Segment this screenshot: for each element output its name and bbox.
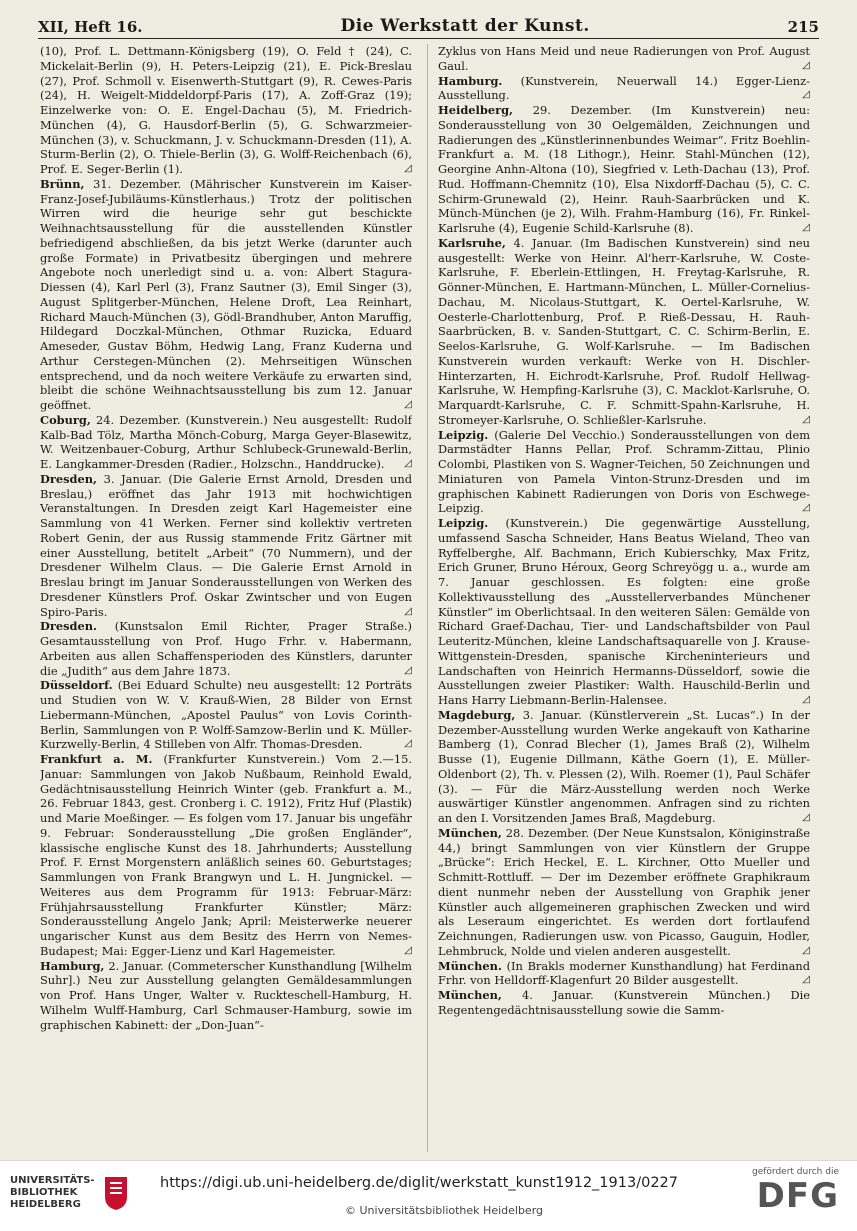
entry-end-mark: ◿ xyxy=(404,944,412,956)
logo-line-3: HEIDELBERG xyxy=(10,1199,81,1210)
dfg-logo-text: DFG xyxy=(756,1176,839,1216)
entry-text: 2. Januar. (Commeterscher Kunsthandlung [Wilhelm Suhr].) Neu zur Ausstellung gelangten Gemäldesammlungen von Prof. Hans Unger, Walter v. Ruckteschell-Hamburg, H. Wilhelm Wulff-Hamburg, Carl Schmauser-Hamburg, sowie im graphischen Kabinett: der „Don-Juan“- xyxy=(40,958,412,1032)
entry-end-mark: ◿ xyxy=(404,605,412,617)
listing-entry xyxy=(438,103,810,236)
listing-entry xyxy=(438,236,810,428)
entry-end-mark: ◿ xyxy=(802,89,810,101)
listing-entry xyxy=(40,752,412,959)
permalink-url[interactable]: https://digi.ub.uni-heidelberg.de/diglit/werkstatt_kunst1912_1913/0227 xyxy=(160,1175,678,1191)
entry-text: (Galerie Del Vecchio.) Sonderausstellungen von dem Darmstädter Hanns Pellar, Prof. Schramm-Zittau, Plinio Colombi, Plastiken von S. Wagner-Teichen, 50 Zeichnungen und Miniaturen von Pamela Vinton-Strunz-Dresden und im graphischen Kabinett Radierungen von Doris von Eschwege-Leipzig. xyxy=(438,427,810,516)
funder-caption: gefördert durch die xyxy=(752,1167,839,1177)
entry-text: 31. Dezember. (Mährischer Kunstverein im Kaiser-Franz-Josef-Jubiläums-Künstlerhaus.) Trotz der politischen Wirren wird die heurige sehr gut beschickte Weihnachtsausstellung für die ausstellenden Künstler befriedigend abschließen, da bis jetzt Werke (darunter auch große Formate) in Privatbesitz übergingen und mehrere Angebote noch unerledigt sind u. a. von: Albert Stagura-Diessen (4), Karl Perl (3), Franz Sautner (3), Emil Singer (3), August Splitgerber-München, Helene Droft, Lea Reinhart, Richard Mauch-München (3), Gödl-Brandhuber, Anton Maruffig, Hildegard Doczkal-München, Othmar Ruzicka, Eduard Ameseder, Gustav Böhm, Hedwig Lang, Franz Kuderna und Arthur Cerstegen-München (2). Mehrseitigen Wünschen entsprechend, und da noch weitere Verkäufe zu erwarten sind, bleibt die schöne Weihnachtsausstellung bis zum 12. Januar geöffnet. xyxy=(40,176,412,412)
entry-city: Frankfurt a. M. xyxy=(40,752,153,766)
entry-end-mark: ◿ xyxy=(802,502,810,514)
listing-entry xyxy=(40,619,412,678)
left-column xyxy=(40,44,412,1152)
entry-end-mark: ◿ xyxy=(802,812,810,823)
entry-text: (Kunstverein, Neuerwall 14.) Egger-Lienz-Ausstellung. xyxy=(438,73,810,103)
entry-text: (In Brakls moderner Kunsthandlung) hat Ferdinand Frhr. von Helldorff-Klagenfurt 20 Bilder ausgestellt. xyxy=(438,958,810,988)
header-rule xyxy=(38,38,819,39)
entry-city: München, xyxy=(438,988,502,1002)
column-divider xyxy=(427,44,428,1152)
entry-end-mark: ◿ xyxy=(404,664,412,676)
listing-entry xyxy=(438,428,810,517)
listing-entry xyxy=(40,177,412,413)
entry-city: Karlsruhe, xyxy=(438,235,506,250)
entry-city: Leipzig. xyxy=(438,516,489,530)
entry-text: (Frankfurter Kunstverein.) Vom 2.—15. Januar: Sammlungen von Jakob Nußbaum, Reinhold Ewald, Gedächtnisausstellung Heinrich Winter (geb. Frankfurt a. M., 26. Februar 1843, gest. Cronberg i. C. 1912), Fritz Huf (Plastik) und Marie Moeßinger. — Es folgen vom 17. Januar bis ungefähr 9. Februar: Sonderausstellung „Die großen Engländer“, klassische englische Kunst des 18. Jahrhunderts; Ausstellung Prof. F. Ernst Morgenstern anläßlich seines 60. Geburtstages; Sammlungen von Frank Brangwyn und L. H. Jungnickel. — Weiteres aus dem Programm für 1913: Februar-März: Frühjahrsausstellung Frankfurter Künstler; März: Sonderausstellung Angelo Jank; April: Meisterwerke neuerer ungarischer Kunst aus dem Besitz des Herrn von Nemes-Budapest; Mai: Egger-Lienz und Karl Hagemeister. xyxy=(40,752,412,958)
listing-entry xyxy=(40,44,412,177)
entry-text: 29. Dezember. (Im Kunstverein) neu: Sonderausstellung von 30 Oelgemälden, Zeichnungen und Radierungen des „Künstlerinnenbundes Weimar“. Fritz Boehlin-Frankfurt a. M. (18 Lithogr.), Heinr. Stahl-München (12), Georgine Anhn-Altona (10), Siegfried v. Leth-Dachau (13), Prof. Rud. Hoffmann-Chemnitz (10), Elsa Nixdorff-Dachau (5), C. C. Schirm-Grunewald (2), Heinr. Rauh-Saarbrücken und K. Münch-München (je 2), Wilh. Frahm-Hamburg (16), Fr. Rinkel-Karlsruhe (4), Eugenie Schild-Karlsruhe (8). xyxy=(438,103,810,235)
entry-text: (Kunstverein.) Die gegenwärtige Ausstellung, umfassend Sascha Schneider, Hans Beatus Wieland, Theo van Ryffelberghe, Alf. Bachmann, Erich Kubierschky, Max Fritz, Erich Gruner, Bruno Héroux, Georg Schreyögg u. a., wurde am 7. Januar geschlossen. Es folgten: eine große Kollektivausstellung des „Ausstellerverbandes Münchener Künstler“ im Oberlichtsaal. In den weiteren Sälen: Gemälde von Richard Graef-Dachau, Tier- und Landschaftsbilder von Paul Leuteritz-München, kleine Landschaftsaquarelle von J. Krause-Wittgenstein-Dresden, spanische Kircheninterieurs und Landschaften von Heinrich Hermanns-Düsseldorf, sowie die Ausstellungen zweier Plastiker: Walth. Hauschild-Berlin und Hans Harry Liebmann-Berlin-Halensee. xyxy=(438,516,810,707)
entry-end-mark: ◿ xyxy=(802,222,810,233)
entry-city: München, xyxy=(438,825,502,840)
viewer-footer xyxy=(0,1160,857,1231)
entry-text: (Kunstsalon Emil Richter, Prager Straße.) Gesamtausstellung von Prof. Hugo Frhr. v. Habermann, Arbeiten aus allen Schaffensperioden des Künstlers, darunter die „Judith“ aus dem Jahre 1873. xyxy=(40,619,412,678)
entry-text: 3. Januar. (Künstlerverein „St. Lucas“.) In der Dezember-Ausstellung wurden Werke angekauft von Katharine Bamberg (1), Conrad Blecher (1), James Braß (2), Wilhelm Busse (1), Eugenie Dillmann, Käthe Goern (1), E. Müller-Oldenbort (2), Th. v. Plessen (2), Wilh. Roemer (1), Paul Schäfer (3). — Für die März-Ausstellung werden noch Werke auswärtiger Künstler angenommen. Anfragen sind zu richten an den I. Vorsitzenden James Braß, Magdeburg. xyxy=(438,707,810,825)
entry-city: Hamburg. xyxy=(438,73,503,88)
entry-text: (Bei Eduard Schulte) neu ausgestellt: 12 Porträts und Studien von W. V. Krauß-Wien, 28 Bilder von Ernst Liebermann-München, „Apostel Paulus“ von Lovis Corinth-Berlin, Sammlungen von P. Wolff-Samzow-Berlin und K. Müller-Kurzwelly-Berlin, 4 Stilleben von Alfr. Thomas-Dresden. xyxy=(40,678,412,752)
entry-city: Brünn, xyxy=(40,176,85,191)
issue-label: XII, Heft 16. xyxy=(38,18,143,36)
listing-entry xyxy=(438,988,810,1018)
logo-line-1: UNIVERSITÄTS- xyxy=(10,1175,95,1186)
listing-entry xyxy=(438,708,810,826)
entry-text: (10), Prof. L. Dettmann-Königsberg (19), O. Feld † (24), C. Mickelait-Berlin (9), H. Peters-Leipzig (21), E. Pick-Breslau (27), Prof. Schmoll v. Eisenwerth-Stuttgart (9), R. Cewes-Paris (24), H. Weigelt-Middeldorpf-Paris (17), A. Zoff-Graz (19); Einzelwerke von: O. E. Engel-Dachau (5), M. Friedrich-München (4), G. Hausdorf-Berlin (5), G. Schwarzmeier-München (3), v. Schuckmann, J. v. Schuckmann-Dresden (11), A. Sturm-Berlin (2), O. Thiele-Berlin (3), G. Wolff-Reichenbach (6), Prof. E. Seger-Berlin (1). xyxy=(40,44,412,176)
listing-entry xyxy=(40,959,412,1033)
funder-logo[interactable] xyxy=(752,1167,839,1215)
entry-end-mark: ◿ xyxy=(802,413,810,425)
entry-city: Magdeburg, xyxy=(438,707,516,722)
listing-entry xyxy=(40,472,412,620)
logo-line-2: BIBLIOTHEK xyxy=(10,1187,78,1198)
entry-end-mark: ◿ xyxy=(404,738,412,750)
copyright-notice: © Universitätsbibliothek Heidelberg xyxy=(345,1204,544,1217)
entry-city: München. xyxy=(438,958,502,973)
entry-end-mark: ◿ xyxy=(802,944,810,956)
entry-text: 4. Januar. (Kunstverein München.) Die Regentengedächtnisausstellung sowie die Samm- xyxy=(438,988,810,1017)
page-number: 215 xyxy=(787,18,819,36)
listing-entry xyxy=(438,74,810,104)
entry-city: Coburg, xyxy=(40,412,91,427)
entry-text: 28. Dezember. (Der Neue Kunstsalon, Königinstraße 44,) bringt Sammlungen von vier Künstlern der Gruppe „Brücke“: Erich Heckel, E. L. Kirchner, Otto Mueller und Schmitt-Rottluff. — Der im Dezember eröffnete Graphikraum dient nunmehr neben der Ausstellung von Graphik jener Künstler auch allgemeineren graphischen Zwecken und wird als Leseraum eingerichtet. Es werden dort fortlaufend Zeichnungen, Radierungen usw. von Picasso, Gauguin, Hodler, Lehmbruck, Nolde und vielen anderen ausgestellt. xyxy=(438,825,810,958)
listing-entry xyxy=(40,678,412,752)
listing-entry xyxy=(40,413,412,472)
listing-entry xyxy=(438,826,810,959)
entry-city: Heidelberg, xyxy=(438,103,514,117)
library-logo[interactable] xyxy=(10,1175,131,1211)
entry-text: 24. Dezember. (Kunstverein.) Neu ausgestellt: Rudolf Kalb-Bad Tölz, Martha Mönch-Coburg, Marga Geyer-Blasewitz, W. Weitzenbauer-Coburg, Arthur Schlubeck-Grunewald-Berlin, E. Langkammer-Dresden (Radier., Holzschn., Handdrucke). xyxy=(40,412,412,471)
entry-city: Dresden, xyxy=(40,471,97,486)
entry-text: Zyklus von Hans Meid und neue Radierungen von Prof. August Gaul. xyxy=(438,44,810,73)
entry-end-mark: ◿ xyxy=(404,399,412,410)
library-seal-icon xyxy=(101,1175,131,1211)
entry-end-mark: ◿ xyxy=(404,458,412,469)
entry-city: Dresden. xyxy=(40,619,97,634)
entry-end-mark: ◿ xyxy=(802,974,810,986)
right-column xyxy=(438,44,810,1152)
entry-end-mark: ◿ xyxy=(802,694,810,705)
entry-city: Hamburg, xyxy=(40,958,105,973)
listing-entry xyxy=(438,44,810,74)
entry-city: Düsseldorf. xyxy=(40,678,113,693)
listing-entry xyxy=(438,516,810,708)
page-header xyxy=(38,10,819,36)
entry-city: Leipzig. xyxy=(438,427,489,442)
entry-end-mark: ◿ xyxy=(802,59,810,71)
journal-title: Die Werkstatt der Kunst. xyxy=(340,16,590,36)
entry-end-mark: ◿ xyxy=(404,163,412,174)
listing-entry xyxy=(438,959,810,989)
entry-text: 4. Januar. (Im Badischen Kunstverein) sind neu ausgestellt: Werke von Heinr. Al'herr-Karlsruhe, W. Coste-Karlsruhe, F. Eberlein-Ettlingen, H. Freytag-Karlsruhe, R. Gönner-München, E. Hartmann-München, L. Müller-Cornelius-Dachau, M. Nicolaus-Stuttgart, K. Oertel-Karlsruhe, W. Oesterle-Charlottenburg, Prof. P. Rieß-Dessau, H. Rauh-Saarbrücken, B. v. Sanden-Stuttgart, C. C. Schirm-Berlin, E. Seelos-Karlsruhe, G. Wolf-Karlsruhe. — Im Badischen Kunstverein wurden verkauft: Werke von H. Dischler-Hinterzarten, H. Eichrodt-Karlsruhe, Prof. Rudolf Hellwag-Karlsruhe, W. Hempfing-Karlsruhe (3), C. Macklot-Karlsruhe, O. Marquardt-Karlsruhe, C. F. Schmitt-Spahn-Karlsruhe, H. Stromeyer-Karlsruhe, O. Schließler-Karlsruhe. xyxy=(438,235,810,427)
entry-text: 3. Januar. (Die Galerie Ernst Arnold, Dresden und Breslau,) eröffnet das Jahr 1913 mit hochwichtigen Veranstaltungen. In Dresden zeigt Karl Hagemeister eine Sammlung von 41 Werken. Ferner sind kollektiv vertreten Robert Genin, der aus Russig stammende Fritz Gärtner mit einer Ausstellung, betitelt „Arbeit“ (70 Nummern), und der Dresdener Wilhelm Claus. — Die Galerie Ernst Arnold in Breslau bringt im Januar Sonderausstellungen von Werken des Dresdener Künstlers Prof. Oskar Zwintscher und von Eugen Spiro-Paris. xyxy=(40,471,412,619)
